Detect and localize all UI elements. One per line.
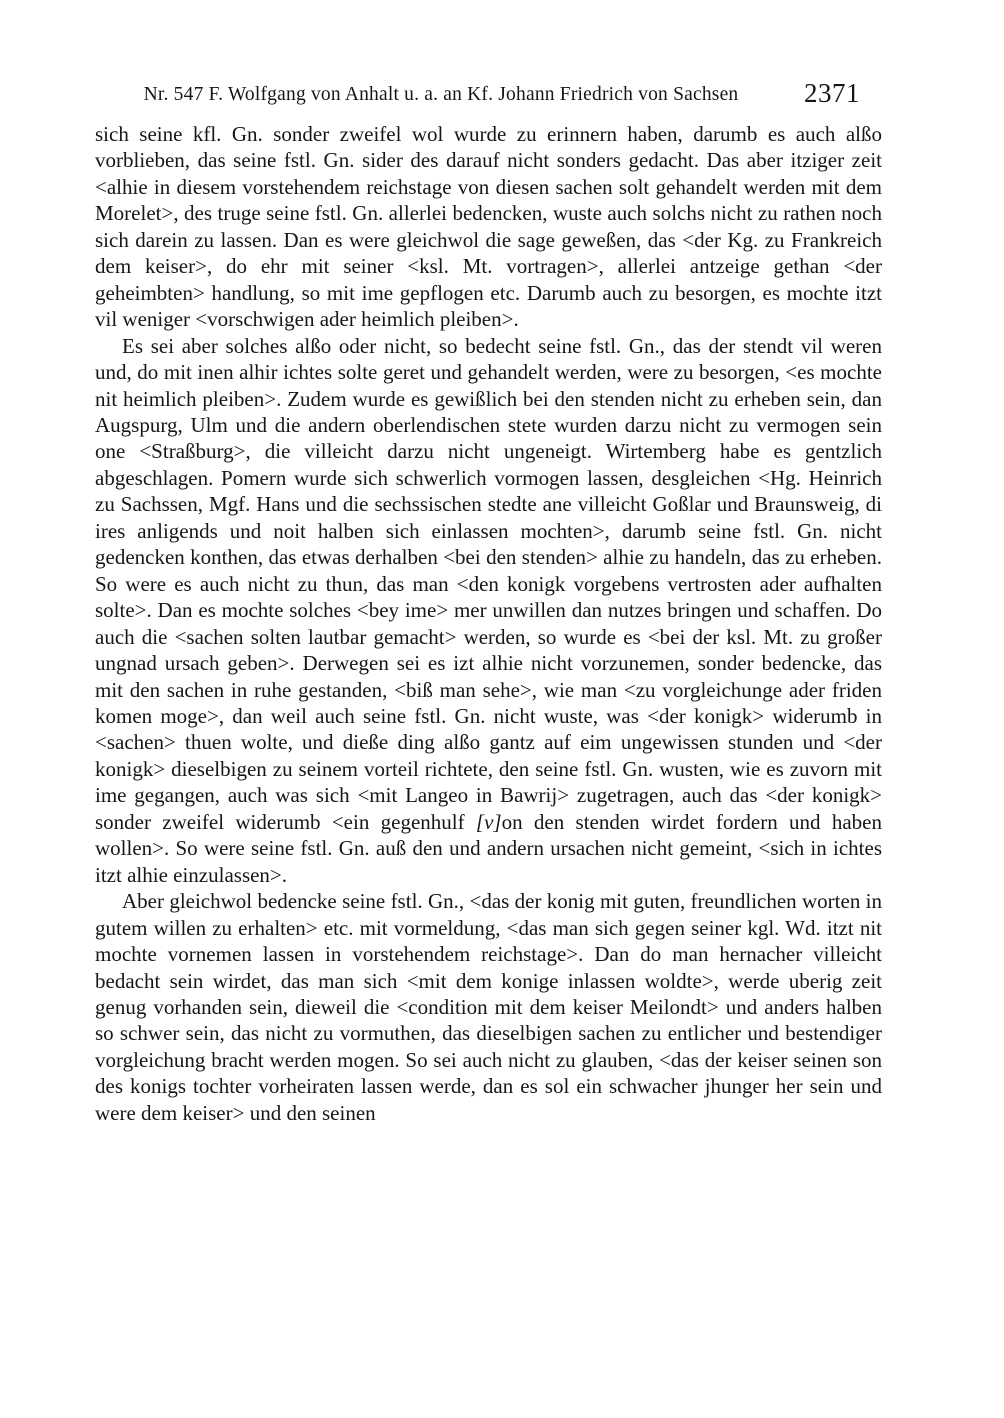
editorial-insertion: [v] bbox=[475, 809, 502, 834]
paragraph-text: Aber gleichwol bedencke seine fstl. Gn., <das der konig mit guten, freundlichen worten in gutem willen zu erhalten> etc. mit vormeldung, <das man sich gegen seiner kgl. Wd. itzt nit mochte vornemen lassen in vorstehendem reichstage>. Dan do man hernacher villeicht bedacht sein wirdet, das man sich <mit dem konige inlassen woldte>, werde uberig zeit genug vorhanden sein, dieweil die <condition mit dem keiser Meilondt> und anders halben so schwer sein, das nicht zu vormuthen, das dieselbigen sachen zu entlicher und bestendiger vorgleichung bracht werden mogen. So sei auch nicht zu glauben, <das der keiser seinen son des konigs tochter vorheiraten lassen werde, dan es sol ein schwacher jhunger her sein und were dem keiser> und den seinen bbox=[95, 889, 882, 1125]
paragraph-text: on den stenden wirdet fordern und haben wollen>. So were seine fstl. Gn. auß den und andern ursachen nicht gemeint, <sich in ichtes itzt alhie einzulassen>. bbox=[95, 809, 882, 887]
page-body bbox=[95, 121, 882, 1126]
running-header bbox=[95, 78, 882, 110]
paragraph bbox=[95, 888, 882, 1126]
paragraph bbox=[95, 121, 882, 333]
paragraph-text: Es sei aber solches alßo oder nicht, so bedecht seine fstl. Gn., das der stendt vil weren und, do mit inen alhir ichtes solte geret und gehandelt werden, were zu besorgen, <es mochte nit heimlich pleiben>. Zudem wurde es gewißlich bei den stenden nicht zu erheben sein, dan Augspurg, Ulm und die andern oberlendischen stete wurden darzu nicht zu vermogen sein one <Straßburg>, die villeicht darzu nicht ungeneigt. Wirtemberg habe es gentzlich abgeschlagen. Pomern wurde sich schwerlich vormogen lassen, desgleichen <Hg. Heinrich zu Sachssen, Mgf. Hans und die sechssischen stedte ane villeicht Goßlar und Braunsweig, di ires anligends und noit halben sich einlassen mochten>, darumb seine fstl. Gn. nicht gedencken konthen, das etwas derhalben <bei den stenden> alhie zu handeln, das zu erheben. So were es auch nicht zu thun, das man <den konigk vorgebens vertrosten ader aufhalten solte>. Dan es mochte solches <bey ime> mer unwillen dan nutzes bringen und schaffen. Do auch die <sachen solten lautbar gemacht> werden, so wurde es <bei der ksl. Mt. zu großer ungnad ursach geben>. Derwegen sei es izt alhie nicht vorzunemen, sonder bedencke, das mit den sachen in ruhe gestanden, <biß man sehe>, wie man <zu vorgleichunge ader friden komen moge>, dan weil auch seine fstl. Gn. nicht wuste, was <der konigk> widerumb in <sachen> thuen wolte, und dieße ding alßo gantz auf eim ungewissen stunden und <der konigk> dieselbigen zu seinem vorteil richtete, den seine fstl. Gn. wusten, wie es zuvorn mit ime gegangen, auch was sich <mit Langeo in Bawrij> zugetragen, auch das <der konigk> sonder zweifel widerumb <ein gegenhulf bbox=[95, 333, 882, 834]
paragraph bbox=[95, 333, 882, 889]
page-number: 2371 bbox=[804, 78, 860, 108]
paragraph-text: sich seine kfl. Gn. sonder zweifel wol wurde zu erinnern haben, darumb es auch alßo vorblieben, das seine fstl. Gn. sider des darauf nicht sonders gedacht. Das aber itziger zeit <alhie in diesem vorstehendem reichstage von diesen sachen solt gehandelt werden mit dem Morelet>, des truge seine fstl. Gn. allerlei bedencken, wuste auch solchs nicht zu rathen noch sich darein zu lassen. Dan es were gleichwol die sage geweßen, das <der Kg. zu Frankreich dem keiser>, do ehr mit seiner <ksl. Mt. vortragen>, allerlei antzeige gethan <der geheimbten> handlung, so mit ime gepflogen etc. Darumb auch zu besorgen, es mochte itzt vil weniger <vorschwigen ader heimlich pleiben>. bbox=[95, 122, 882, 332]
header-title: Nr. 547 F. Wolfgang von Anhalt u. a. an Kf. Johann Friedrich von Sachsen bbox=[143, 84, 739, 105]
